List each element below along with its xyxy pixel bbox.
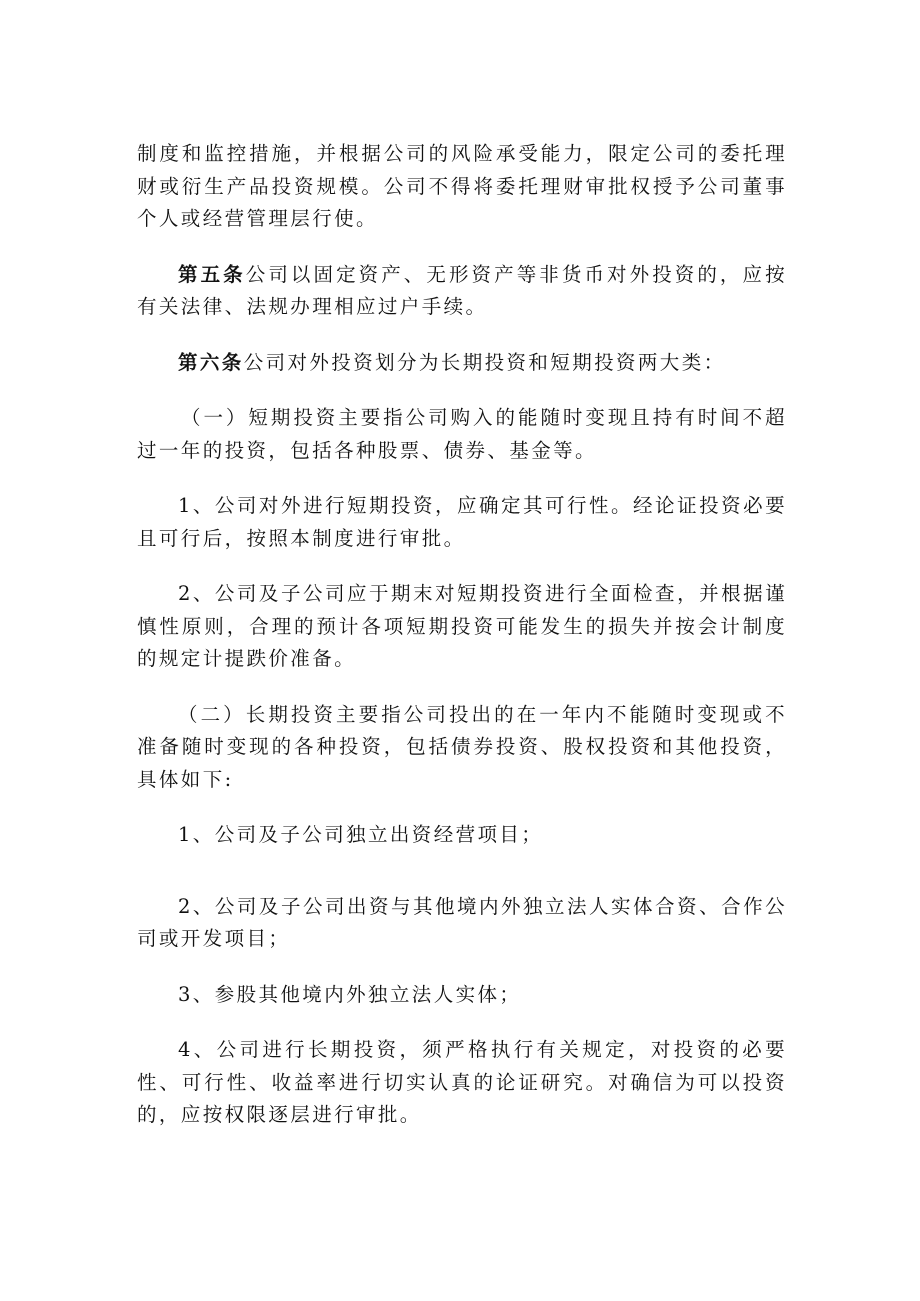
- article-6-paragraph: [137, 347, 787, 380]
- paragraph-text: （二）长期投资主要指公司投出的在一年内不能随时变现或不准备随时变现的各种投资，包括债券投资、股权投资和其他投资，具体如下:: [137, 702, 787, 791]
- long-term-investment-paragraph: [137, 699, 787, 797]
- paragraph-text: 1、公司对外进行短期投资，应确定其可行性。经论证投资必要且可行后，按照本制度进行审批。: [137, 494, 787, 550]
- document-page: [137, 138, 787, 1132]
- paragraph-text: 3、参股其他境内外独立法人实体；: [178, 982, 522, 1006]
- short-term-item-1: [137, 490, 787, 555]
- short-term-investment-paragraph: [137, 402, 787, 467]
- paragraph-text: 2、公司及子公司出资与其他境内外独立法人实体合资、合作公司或开发项目；: [137, 894, 787, 950]
- paragraph-text: 1、公司及子公司独立出资经营项目；: [178, 823, 544, 846]
- paragraph-text: 制度和监控措施，并根据公司的风险承受能力，限定公司的委托理财或衍生产品投资规模。公司不得将委托理财审批权授予公司董事个人或经营管理层行使。: [137, 142, 787, 230]
- short-term-item-2: [137, 578, 787, 676]
- article-5-heading: 第五条: [178, 262, 246, 286]
- paragraph-continuation: [137, 138, 787, 236]
- article-6-heading: 第六条: [178, 350, 244, 374]
- article-6-text: 公司对外投资划分为长期投资和短期投资两大类：: [243, 350, 726, 374]
- article-5-text: 公司以固定资产、无形资产等非货币对外投资的，应按有关法律、法规办理相应过户手续。: [137, 262, 787, 318]
- paragraph-text: 2、公司及子公司应于期末对短期投资进行全面检查，并根据谨慎性原则，合理的预计各项短期投资可能发生的损失并按会计制度的规定计提跌价准备。: [137, 582, 787, 670]
- long-term-item-3: [137, 979, 787, 1012]
- long-term-item-2: [137, 891, 787, 956]
- long-term-item-1: [137, 819, 787, 852]
- long-term-item-4: [137, 1034, 787, 1132]
- paragraph-text: （一）短期投资主要指公司购入的能随时变现且持有时间不超过一年的投资，包括各种股票、债券、基金等。: [137, 406, 787, 462]
- article-5-paragraph: [137, 259, 787, 324]
- paragraph-text: 4、公司进行长期投资，须严格执行有关规定，对投资的必要性、可行性、收益率进行切实认真的论证研究。对确信为可以投资的，应按权限逐层进行审批。: [137, 1038, 787, 1126]
